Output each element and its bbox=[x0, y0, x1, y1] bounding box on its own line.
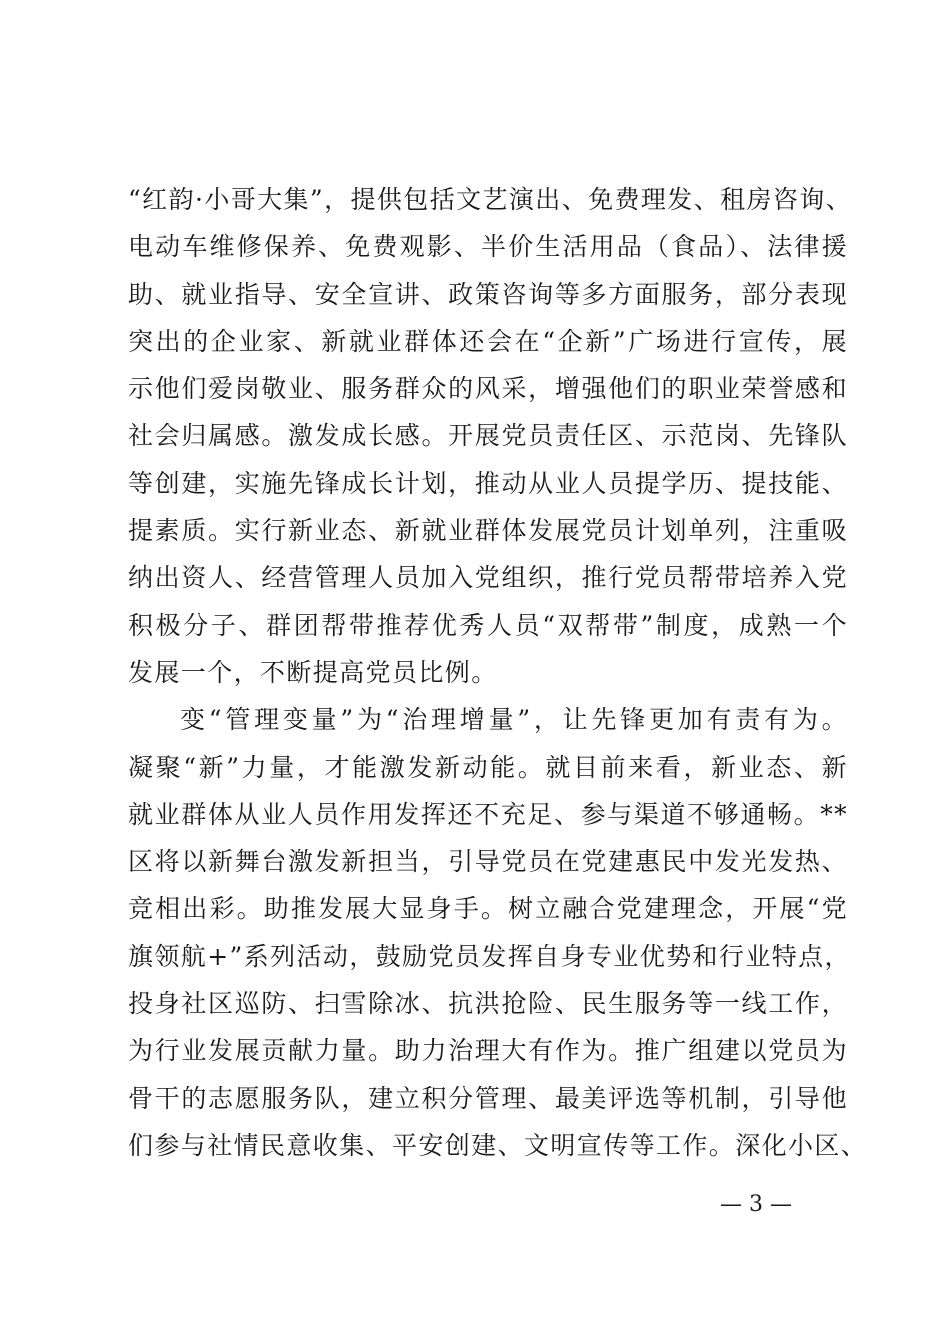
body-text bbox=[128, 176, 868, 1169]
text-line: 等创建，实施先锋成长计划，推动从业人员提学历、提技能、 bbox=[128, 468, 848, 498]
text-line: 变“管理变量”为“治理增量”，让先锋更加有责有为。 bbox=[180, 705, 848, 735]
text-line: 竞相出彩。助推发展大显身手。树立融合党建理念，开展“党 bbox=[128, 894, 848, 924]
text-line: 骨干的志愿服务队，建立积分管理、最美评选等机制，引导他 bbox=[128, 1083, 848, 1113]
text-line: 助、就业指导、安全宣讲、政策咨询等多方面服务，部分表现 bbox=[128, 279, 848, 309]
text-line: 就业群体从业人员作用发挥还不充足、参与渠道不够通畅。** bbox=[128, 799, 848, 829]
text-line: 凝聚“新”力量，才能激发新动能。就目前来看，新业态、新 bbox=[128, 752, 848, 782]
text-line: 投身社区巡防、扫雪除冰、抗洪抢险、民生服务等一线工作， bbox=[128, 989, 848, 1019]
text-line: 社会归属感。激发成长感。开展党员责任区、示范岗、先锋队 bbox=[128, 421, 848, 451]
text-line: “红韵·小哥大集”，提供包括文艺演出、免费理发、租房咨询、 bbox=[128, 185, 853, 214]
text-line: 示他们爱岗敬业、服务群众的风采，增强他们的职业荣誉感和 bbox=[128, 374, 848, 404]
text-line: 提素质。实行新业态、新就业群体发展党员计划单列，注重吸 bbox=[128, 516, 848, 546]
page-number: — 3 — bbox=[720, 1192, 792, 1217]
text-line: 旗领航+”系列活动，鼓励党员发挥自身专业优势和行业特点， bbox=[128, 941, 851, 971]
text-line: 们参与社情民意收集、平安创建、文明宣传等工作。深化小区、 bbox=[128, 1130, 868, 1160]
text-line: 发展一个，不断提高党员比例。 bbox=[128, 657, 498, 687]
paragraph-1 bbox=[128, 176, 853, 696]
paragraph-2 bbox=[128, 696, 868, 1169]
text-line: 纳出资人、经营管理人员加入党组织，推行党员帮带培养入党 bbox=[128, 563, 848, 593]
text-line: 电动车维修保养、免费观影、半价生活用品（食品）、法律援 bbox=[128, 232, 848, 262]
text-line: 积极分子、群团帮带推荐优秀人员“双帮带”制度，成熟一个 bbox=[128, 610, 848, 640]
text-line: 区将以新舞台激发新担当，引导党员在党建惠民中发光发热、 bbox=[128, 847, 848, 877]
text-line: 为行业发展贡献力量。助力治理大有作为。推广组建以党员为 bbox=[128, 1036, 848, 1066]
text-line: 突出的企业家、新就业群体还会在“企新”广场进行宣传，展 bbox=[128, 326, 848, 356]
